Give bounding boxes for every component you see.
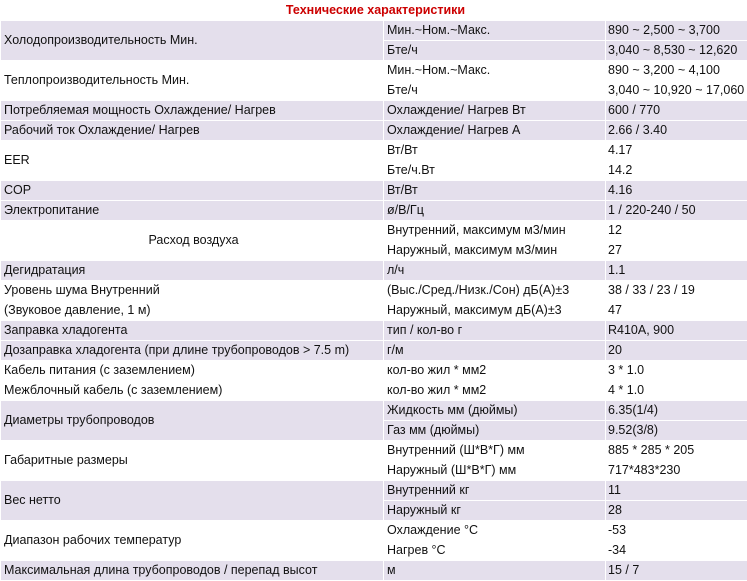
param-name: Диапазон рабочих температур bbox=[1, 521, 384, 561]
param-name: EER bbox=[1, 141, 384, 181]
param-value: 600 / 770 bbox=[606, 101, 747, 121]
param-unit: Бте/ч bbox=[384, 41, 606, 61]
param-value: 20 bbox=[606, 341, 747, 361]
param-unit: кол-во жил * мм2 bbox=[384, 381, 606, 401]
param-value: 3,040 ~ 10,920 ~ 17,060 bbox=[606, 81, 747, 101]
param-name: Расход воздуха bbox=[1, 221, 384, 261]
param-value: 1 / 220-240 / 50 bbox=[606, 201, 747, 221]
param-value: 15 / 7 bbox=[606, 561, 747, 581]
param-name: Дозаправка хладогента (при длине трубопроводов > 7.5 m) bbox=[1, 341, 384, 361]
param-unit: (Выс./Сред./Низк./Сон) дБ(А)±3 bbox=[384, 281, 606, 301]
param-value: 38 / 33 / 23 / 19 bbox=[606, 281, 747, 301]
param-name: Теплопроизводительность Мин. bbox=[1, 61, 384, 101]
param-unit: Мин.~Ном.~Макс. bbox=[384, 61, 606, 81]
param-unit: тип / кол-во г bbox=[384, 321, 606, 341]
param-value: 4.16 bbox=[606, 181, 747, 201]
param-unit: Вт/Вт bbox=[384, 181, 606, 201]
param-name: Заправка хладогента bbox=[1, 321, 384, 341]
param-value: 3,040 ~ 8,530 ~ 12,620 bbox=[606, 41, 747, 61]
param-value: 28 bbox=[606, 501, 747, 521]
param-unit: Охлаждение/ Нагрев А bbox=[384, 121, 606, 141]
param-value: 4 * 1.0 bbox=[606, 381, 747, 401]
param-unit: Мин.~Ном.~Макс. bbox=[384, 21, 606, 41]
param-unit: Наружный, максимум дБ(А)±3 bbox=[384, 301, 606, 321]
param-value: 12 bbox=[606, 221, 747, 241]
param-unit: Внутренний кг bbox=[384, 481, 606, 501]
param-value: 1.1 bbox=[606, 261, 747, 281]
param-unit: Наружный кг bbox=[384, 501, 606, 521]
param-name: Кабель питания (с заземлением) bbox=[1, 361, 384, 381]
param-value: 3 * 1.0 bbox=[606, 361, 747, 381]
param-unit: Нагрев °C bbox=[384, 541, 606, 561]
param-value: 27 bbox=[606, 241, 747, 261]
param-value: 47 bbox=[606, 301, 747, 321]
param-name: Габаритные размеры bbox=[1, 441, 384, 481]
param-value: R410A, 900 bbox=[606, 321, 747, 341]
param-value: 885 * 285 * 205 bbox=[606, 441, 747, 461]
param-unit: кол-во жил * мм2 bbox=[384, 361, 606, 381]
param-name: Электропитание bbox=[1, 201, 384, 221]
param-unit: Наружный (Ш*В*Г) мм bbox=[384, 461, 606, 481]
param-unit: Охлаждение/ Нагрев Вт bbox=[384, 101, 606, 121]
param-value: 2.66 / 3.40 bbox=[606, 121, 747, 141]
param-value: 890 ~ 2,500 ~ 3,700 bbox=[606, 21, 747, 41]
param-value: 11 bbox=[606, 481, 747, 501]
param-name: Максимальная длина трубопроводов / перепад высот bbox=[1, 561, 384, 581]
param-name: Дегидратация bbox=[1, 261, 384, 281]
param-value: 717*483*230 bbox=[606, 461, 747, 481]
param-unit: Вт/Вт bbox=[384, 141, 606, 161]
param-name: (Звуковое давление, 1 м) bbox=[1, 301, 384, 321]
param-value: 4.17 bbox=[606, 141, 747, 161]
param-unit: ø/В/Гц bbox=[384, 201, 606, 221]
param-unit: л/ч bbox=[384, 261, 606, 281]
param-unit: м bbox=[384, 561, 606, 581]
param-unit: Бте/ч.Вт bbox=[384, 161, 606, 181]
param-name: COP bbox=[1, 181, 384, 201]
param-unit: Бте/ч bbox=[384, 81, 606, 101]
param-unit: Наружный, максимум м3/мин bbox=[384, 241, 606, 261]
param-name: Вес нетто bbox=[1, 481, 384, 521]
param-unit: Внутренний, максимум м3/мин bbox=[384, 221, 606, 241]
param-value: 9.52(3/8) bbox=[606, 421, 747, 441]
param-name: Потребляемая мощность Охлаждение/ Нагрев bbox=[1, 101, 384, 121]
param-name: Холодопроизводительность Мин. bbox=[1, 21, 384, 61]
param-unit: Охлаждение °C bbox=[384, 521, 606, 541]
param-value: -34 bbox=[606, 541, 747, 561]
param-unit: Газ мм (дюймы) bbox=[384, 421, 606, 441]
param-name: Межблочный кабель (с заземлением) bbox=[1, 381, 384, 401]
param-value: -53 bbox=[606, 521, 747, 541]
param-value: 6.35(1/4) bbox=[606, 401, 747, 421]
param-unit: Жидкость мм (дюймы) bbox=[384, 401, 606, 421]
param-unit: Внутренний (Ш*В*Г) мм bbox=[384, 441, 606, 461]
param-name: Рабочий ток Охлаждение/ Нагрев bbox=[1, 121, 384, 141]
param-name: Уровень шума Внутренний bbox=[1, 281, 384, 301]
param-value: 14.2 bbox=[606, 161, 747, 181]
param-unit: г/м bbox=[384, 341, 606, 361]
param-value: 890 ~ 3,200 ~ 4,100 bbox=[606, 61, 747, 81]
param-name: Диаметры трубопроводов bbox=[1, 401, 384, 441]
table-title: Технические характеристики bbox=[1, 1, 747, 21]
